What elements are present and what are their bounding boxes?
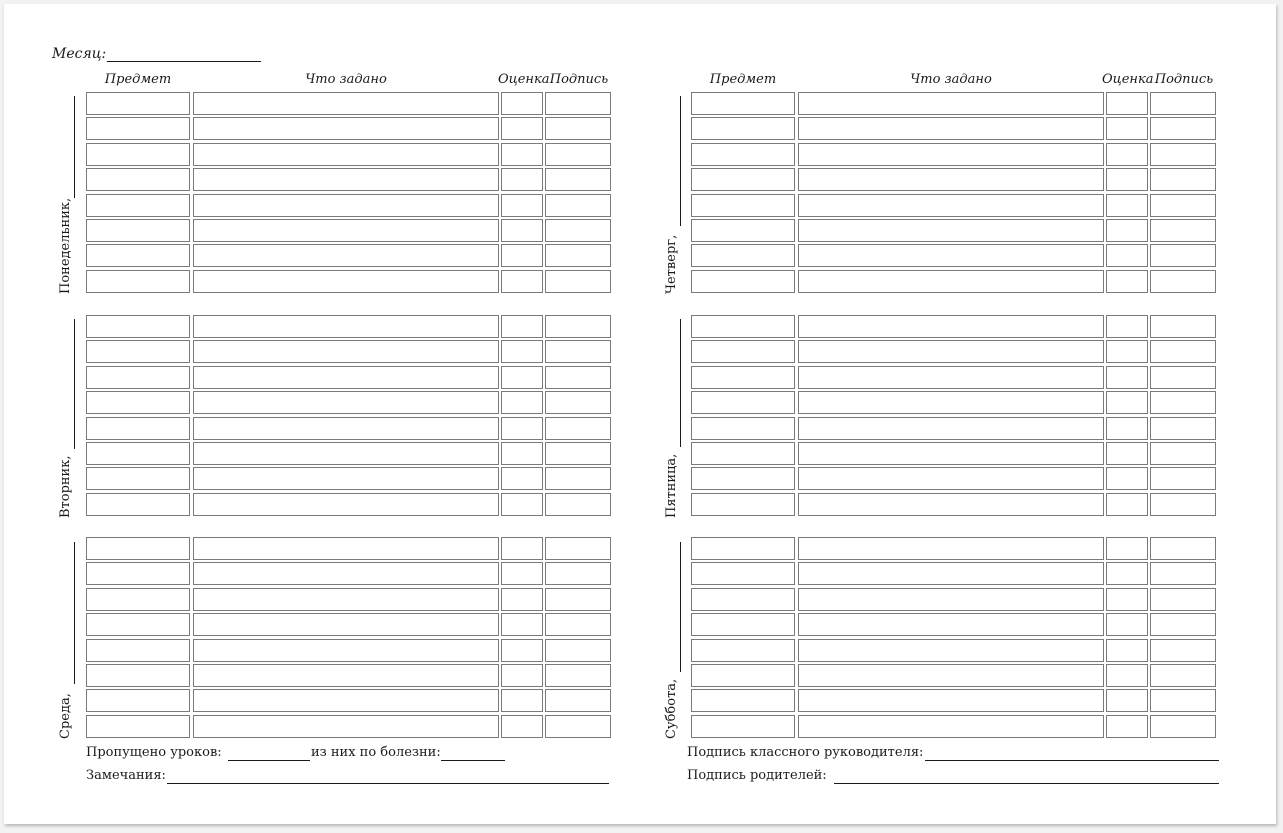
grade-cell[interactable] (501, 442, 543, 465)
subject-cell[interactable] (691, 588, 795, 611)
grade-cell[interactable] (1106, 270, 1148, 293)
task-cell[interactable] (193, 588, 499, 611)
header-task-right: Что задано (910, 72, 992, 87)
day-label-thursday: Четверг, (664, 234, 679, 294)
grade-cell[interactable] (1106, 315, 1148, 338)
subject-cell[interactable] (86, 92, 190, 115)
signature-cell[interactable] (545, 244, 611, 267)
subject-cell[interactable] (86, 613, 190, 636)
date-line-thursday[interactable] (680, 96, 681, 226)
task-cell[interactable] (193, 143, 499, 166)
day-label-saturday: Суббота, (664, 678, 679, 739)
signature-cell[interactable] (545, 664, 611, 687)
subject-cell[interactable] (86, 537, 190, 560)
signature-cell[interactable] (545, 613, 611, 636)
header-grade-left: Оценка (498, 72, 550, 87)
signature-cell[interactable] (1150, 442, 1216, 465)
subject-cell[interactable] (86, 194, 190, 217)
subject-cell[interactable] (86, 366, 190, 389)
grade-cell[interactable] (1106, 588, 1148, 611)
grade-cell[interactable] (501, 689, 543, 712)
task-cell[interactable] (798, 588, 1104, 611)
remarks-label: Замечания: (86, 768, 166, 783)
subject-cell[interactable] (691, 442, 795, 465)
signature-cell[interactable] (1150, 270, 1216, 293)
task-cell[interactable] (798, 467, 1104, 490)
day-label-monday: Понедельник, (58, 197, 73, 294)
task-cell[interactable] (193, 537, 499, 560)
task-cell[interactable] (193, 664, 499, 687)
signature-cell[interactable] (1150, 194, 1216, 217)
header-signature-right: Подпись (1154, 72, 1214, 87)
grade-cell[interactable] (501, 92, 543, 115)
subject-cell[interactable] (691, 562, 795, 585)
signature-cell[interactable] (1150, 92, 1216, 115)
task-cell[interactable] (193, 442, 499, 465)
task-cell[interactable] (193, 715, 499, 738)
subject-cell[interactable] (86, 417, 190, 440)
task-cell[interactable] (798, 442, 1104, 465)
signature-cell[interactable] (545, 562, 611, 585)
grade-cell[interactable] (501, 219, 543, 242)
task-cell[interactable] (193, 417, 499, 440)
date-line-monday[interactable] (74, 96, 75, 198)
grade-cell[interactable] (1106, 493, 1148, 516)
teacher-signature-label: Подпись классного руководителя: (687, 745, 924, 760)
signature-cell[interactable] (545, 467, 611, 490)
grade-cell[interactable] (1106, 117, 1148, 140)
subject-cell[interactable] (86, 391, 190, 414)
signature-cell[interactable] (545, 537, 611, 560)
subject-cell[interactable] (691, 340, 795, 363)
month-input-line[interactable] (107, 61, 261, 62)
grade-cell[interactable] (501, 715, 543, 738)
grade-cell[interactable] (501, 244, 543, 267)
task-cell[interactable] (193, 315, 499, 338)
grade-cell[interactable] (1106, 391, 1148, 414)
grade-cell[interactable] (1106, 664, 1148, 687)
task-cell[interactable] (193, 244, 499, 267)
signature-cell[interactable] (545, 442, 611, 465)
date-line-tuesday[interactable] (74, 319, 75, 449)
day-label-friday: Пятница, (664, 453, 679, 518)
signature-cell[interactable] (545, 143, 611, 166)
grade-cell[interactable] (501, 664, 543, 687)
signature-cell[interactable] (1150, 366, 1216, 389)
subject-cell[interactable] (86, 588, 190, 611)
grade-cell[interactable] (501, 366, 543, 389)
grade-cell[interactable] (1106, 340, 1148, 363)
grade-cell[interactable] (1106, 715, 1148, 738)
grade-cell[interactable] (501, 417, 543, 440)
subject-cell[interactable] (86, 715, 190, 738)
grade-cell[interactable] (1106, 562, 1148, 585)
signature-cell[interactable] (545, 219, 611, 242)
task-cell[interactable] (798, 340, 1104, 363)
subject-cell[interactable] (691, 493, 795, 516)
grade-cell[interactable] (1106, 219, 1148, 242)
subject-cell[interactable] (86, 467, 190, 490)
signature-cell[interactable] (1150, 244, 1216, 267)
subject-cell[interactable] (691, 639, 795, 662)
grade-cell[interactable] (501, 270, 543, 293)
task-cell[interactable] (193, 639, 499, 662)
grade-cell[interactable] (1106, 467, 1148, 490)
day-label-wednesday: Среда, (58, 693, 73, 739)
task-cell[interactable] (193, 493, 499, 516)
subject-cell[interactable] (691, 689, 795, 712)
task-cell[interactable] (798, 493, 1104, 516)
grade-cell[interactable] (1106, 143, 1148, 166)
subject-cell[interactable] (691, 715, 795, 738)
parents-signature-line[interactable] (834, 783, 1219, 784)
subject-cell[interactable] (86, 143, 190, 166)
grade-cell[interactable] (501, 467, 543, 490)
task-cell[interactable] (798, 143, 1104, 166)
signature-cell[interactable] (1150, 715, 1216, 738)
signature-cell[interactable] (1150, 493, 1216, 516)
subject-cell[interactable] (86, 168, 190, 191)
signature-cell[interactable] (1150, 639, 1216, 662)
subject-cell[interactable] (691, 270, 795, 293)
signature-cell[interactable] (1150, 689, 1216, 712)
subject-cell[interactable] (86, 270, 190, 293)
task-cell[interactable] (193, 340, 499, 363)
task-cell[interactable] (798, 391, 1104, 414)
signature-cell[interactable] (545, 117, 611, 140)
signature-cell[interactable] (1150, 340, 1216, 363)
task-cell[interactable] (798, 664, 1104, 687)
signature-cell[interactable] (1150, 219, 1216, 242)
subject-cell[interactable] (691, 315, 795, 338)
header-grade-right: Оценка (1102, 72, 1154, 87)
subject-cell[interactable] (691, 244, 795, 267)
subject-cell[interactable] (86, 493, 190, 516)
parents-signature-label: Подпись родителей: (687, 768, 827, 783)
subject-cell[interactable] (86, 219, 190, 242)
subject-cell[interactable] (691, 467, 795, 490)
task-cell[interactable] (193, 613, 499, 636)
subject-cell[interactable] (86, 117, 190, 140)
signature-cell[interactable] (1150, 664, 1216, 687)
task-cell[interactable] (193, 391, 499, 414)
task-cell[interactable] (193, 562, 499, 585)
subject-cell[interactable] (691, 613, 795, 636)
task-cell[interactable] (193, 194, 499, 217)
task-cell[interactable] (798, 715, 1104, 738)
grade-cell[interactable] (1106, 168, 1148, 191)
grade-cell[interactable] (1106, 366, 1148, 389)
header-subject-left: Предмет (104, 72, 172, 87)
task-cell[interactable] (193, 219, 499, 242)
grade-cell[interactable] (501, 117, 543, 140)
diary-page (4, 4, 1276, 824)
grade-cell[interactable] (1106, 417, 1148, 440)
signature-cell[interactable] (545, 270, 611, 293)
signature-cell[interactable] (545, 366, 611, 389)
task-cell[interactable] (193, 92, 499, 115)
subject-cell[interactable] (691, 391, 795, 414)
teacher-signature-line[interactable] (925, 760, 1219, 761)
signature-cell[interactable] (545, 391, 611, 414)
signature-cell[interactable] (1150, 391, 1216, 414)
subject-cell[interactable] (86, 244, 190, 267)
grade-cell[interactable] (1106, 689, 1148, 712)
subject-cell[interactable] (86, 689, 190, 712)
grade-cell[interactable] (501, 391, 543, 414)
task-cell[interactable] (193, 467, 499, 490)
signature-cell[interactable] (1150, 417, 1216, 440)
signature-cell[interactable] (1150, 562, 1216, 585)
illness-label: из них по болезни: (311, 745, 441, 760)
signature-cell[interactable] (545, 168, 611, 191)
grade-cell[interactable] (501, 194, 543, 217)
task-cell[interactable] (193, 270, 499, 293)
signature-cell[interactable] (545, 493, 611, 516)
grade-cell[interactable] (501, 315, 543, 338)
task-cell[interactable] (798, 270, 1104, 293)
month-label: Месяц: (52, 46, 107, 62)
task-cell[interactable] (798, 639, 1104, 662)
header-signature-left: Подпись (549, 72, 609, 87)
subject-cell[interactable] (691, 219, 795, 242)
missed-lessons-label: Пропущено уроков: (86, 745, 222, 760)
task-cell[interactable] (798, 613, 1104, 636)
task-cell[interactable] (193, 689, 499, 712)
task-cell[interactable] (798, 537, 1104, 560)
subject-cell[interactable] (691, 117, 795, 140)
subject-cell[interactable] (86, 562, 190, 585)
task-cell[interactable] (798, 168, 1104, 191)
grade-cell[interactable] (1106, 537, 1148, 560)
signature-cell[interactable] (545, 639, 611, 662)
signature-cell[interactable] (545, 715, 611, 738)
task-cell[interactable] (798, 417, 1104, 440)
signature-cell[interactable] (545, 340, 611, 363)
subject-cell[interactable] (691, 92, 795, 115)
grade-cell[interactable] (501, 562, 543, 585)
signature-cell[interactable] (545, 315, 611, 338)
signature-cell[interactable] (1150, 117, 1216, 140)
subject-cell[interactable] (691, 194, 795, 217)
signature-cell[interactable] (545, 92, 611, 115)
day-label-tuesday: Вторник, (58, 455, 73, 518)
grade-cell[interactable] (1106, 244, 1148, 267)
subject-cell[interactable] (86, 340, 190, 363)
task-cell[interactable] (798, 219, 1104, 242)
grade-cell[interactable] (1106, 613, 1148, 636)
subject-cell[interactable] (86, 664, 190, 687)
subject-cell[interactable] (691, 417, 795, 440)
grade-cell[interactable] (501, 168, 543, 191)
grade-cell[interactable] (501, 340, 543, 363)
date-line-wednesday[interactable] (74, 542, 75, 684)
signature-cell[interactable] (1150, 143, 1216, 166)
signature-cell[interactable] (1150, 588, 1216, 611)
grade-cell[interactable] (501, 613, 543, 636)
subject-cell[interactable] (691, 143, 795, 166)
task-cell[interactable] (798, 117, 1104, 140)
task-cell[interactable] (798, 92, 1104, 115)
task-cell[interactable] (193, 168, 499, 191)
signature-cell[interactable] (545, 689, 611, 712)
grade-cell[interactable] (501, 588, 543, 611)
task-cell[interactable] (798, 244, 1104, 267)
task-cell[interactable] (798, 562, 1104, 585)
task-cell[interactable] (193, 366, 499, 389)
signature-cell[interactable] (1150, 168, 1216, 191)
grade-cell[interactable] (501, 639, 543, 662)
date-line-saturday[interactable] (680, 542, 681, 672)
subject-cell[interactable] (86, 315, 190, 338)
grade-cell[interactable] (1106, 442, 1148, 465)
grade-cell[interactable] (501, 143, 543, 166)
task-cell[interactable] (798, 689, 1104, 712)
missed-lessons-line[interactable] (228, 760, 310, 761)
signature-cell[interactable] (1150, 613, 1216, 636)
subject-cell[interactable] (691, 366, 795, 389)
grade-cell[interactable] (501, 537, 543, 560)
subject-cell[interactable] (691, 168, 795, 191)
subject-cell[interactable] (86, 639, 190, 662)
grade-cell[interactable] (501, 493, 543, 516)
header-subject-right: Предмет (709, 72, 777, 87)
date-line-friday[interactable] (680, 319, 681, 447)
remarks-line[interactable] (167, 783, 609, 784)
task-cell[interactable] (193, 117, 499, 140)
subject-cell[interactable] (691, 537, 795, 560)
signature-cell[interactable] (545, 194, 611, 217)
signature-cell[interactable] (1150, 467, 1216, 490)
subject-cell[interactable] (86, 442, 190, 465)
task-cell[interactable] (798, 194, 1104, 217)
subject-cell[interactable] (691, 664, 795, 687)
header-task-left: Что задано (305, 72, 387, 87)
task-cell[interactable] (798, 315, 1104, 338)
illness-line[interactable] (441, 760, 505, 761)
signature-cell[interactable] (1150, 315, 1216, 338)
grade-cell[interactable] (1106, 92, 1148, 115)
grade-cell[interactable] (1106, 194, 1148, 217)
signature-cell[interactable] (545, 588, 611, 611)
task-cell[interactable] (798, 366, 1104, 389)
signature-cell[interactable] (545, 417, 611, 440)
signature-cell[interactable] (1150, 537, 1216, 560)
grade-cell[interactable] (1106, 639, 1148, 662)
